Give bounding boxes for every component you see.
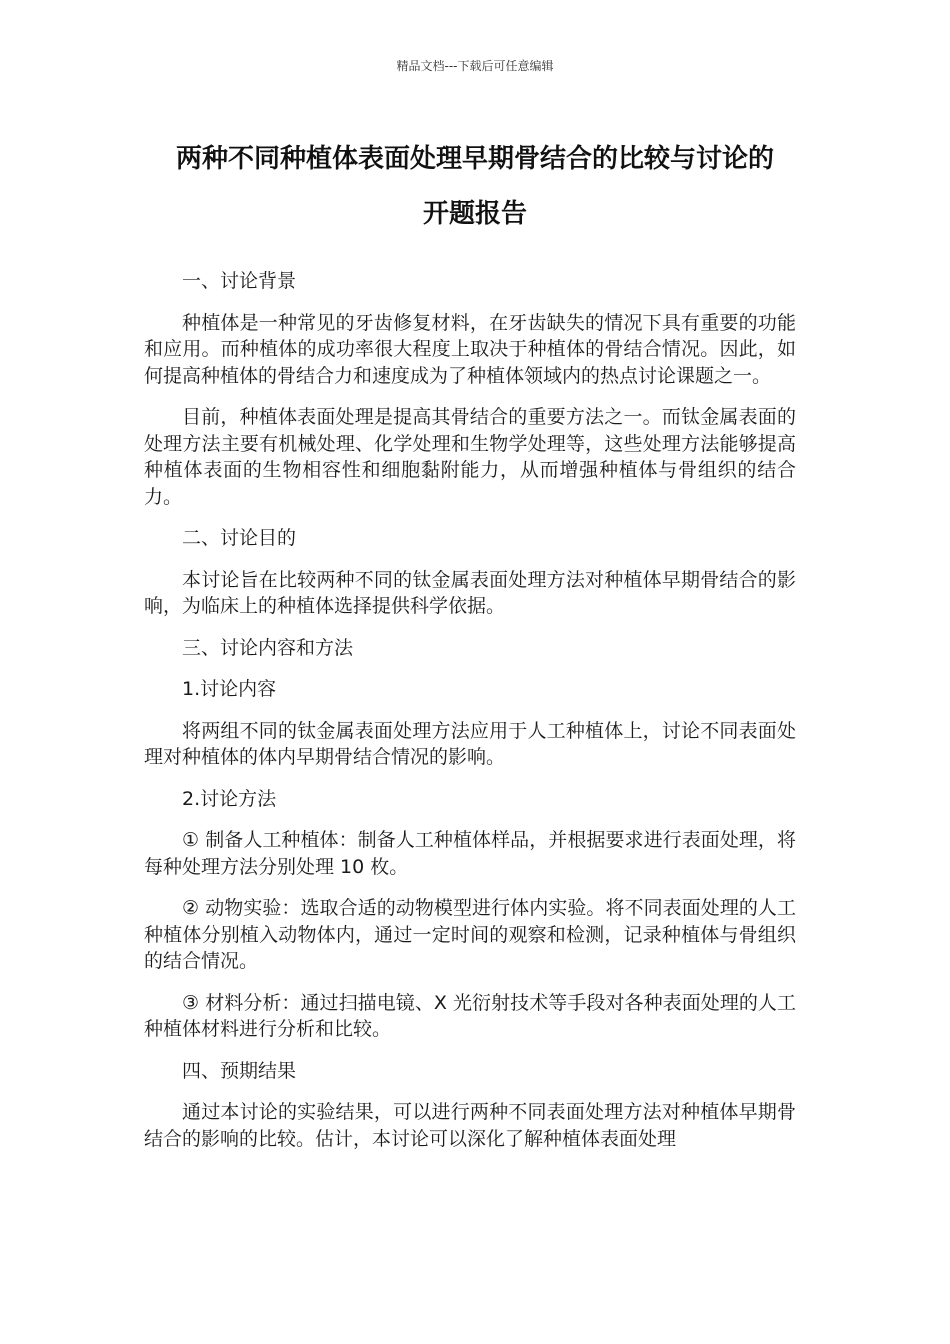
paragraph: 本讨论旨在比较两种不同的钛金属表面处理方法对种植体早期骨结合的影响，为临床上的种植体选择提供科学依据。 (144, 568, 796, 617)
paragraph: 将两组不同的钛金属表面处理方法应用于人工种植体上，讨论不同表面处理对种植体的体内早期骨结合情况的影响。 (144, 719, 796, 768)
subheading-content: 1.讨论内容 (182, 678, 277, 700)
section-heading-expected-results: 四、预期结果 (182, 1059, 297, 1082)
paragraph: 种植体是一种常见的牙齿修复材料，在牙齿缺失的情况下具有重要的功能和应用。而种植体的成功率很大程度上取决于种植体的骨结合情况。因此，如何提高种植体的骨结合力和速度成为了种植体领域内的热点讨论课题之一。 (144, 311, 796, 387)
method-item-3: ③ 材料分析：通过扫描电镜、X 光衍射技术等手段对各种表面处理的人工种植体材料进行分析和比较。 (144, 991, 796, 1040)
paragraph: 通过本讨论的实验结果，可以进行两种不同表面处理方法对种植体早期骨结合的影响的比较。估计，本讨论可以深化了解种植体表面处理 (144, 1101, 796, 1150)
paragraph: 目前，种植体表面处理是提高其骨结合的重要方法之一。而钛金属表面的处理方法主要有机械处理、化学处理和生物学处理等，这些处理方法能够提高种植体表面的生物相容性和细胞黏附能力，从而增强种植体与骨组织的结合力。 (144, 406, 796, 508)
header-note: 精品文档---下载后可任意编辑 (396, 59, 554, 73)
section-heading-content-methods: 三、讨论内容和方法 (182, 636, 354, 659)
method-item-2: ② 动物实验：选取合适的动物模型进行体内实验。将不同表面处理的人工种植体分别植入动物体内，通过一定时间的观察和检测，记录种植体与骨组织的结合情况。 (144, 897, 796, 972)
document-body (144, 268, 796, 1152)
document-title-line-2: 开题报告 (422, 199, 527, 229)
method-item-1: ① 制备人工种植体：制备人工种植体样品，并根据要求进行表面处理，将每种处理方法分别处理 10 枚。 (144, 829, 796, 878)
section-heading-purpose: 二、讨论目的 (182, 527, 297, 549)
subheading-methods: 2.讨论方法 (182, 787, 277, 810)
section-heading-background: 一、讨论背景 (182, 270, 297, 292)
document-title-line-1: 两种不同种植体表面处理早期骨结合的比较与讨论的 (175, 144, 774, 174)
